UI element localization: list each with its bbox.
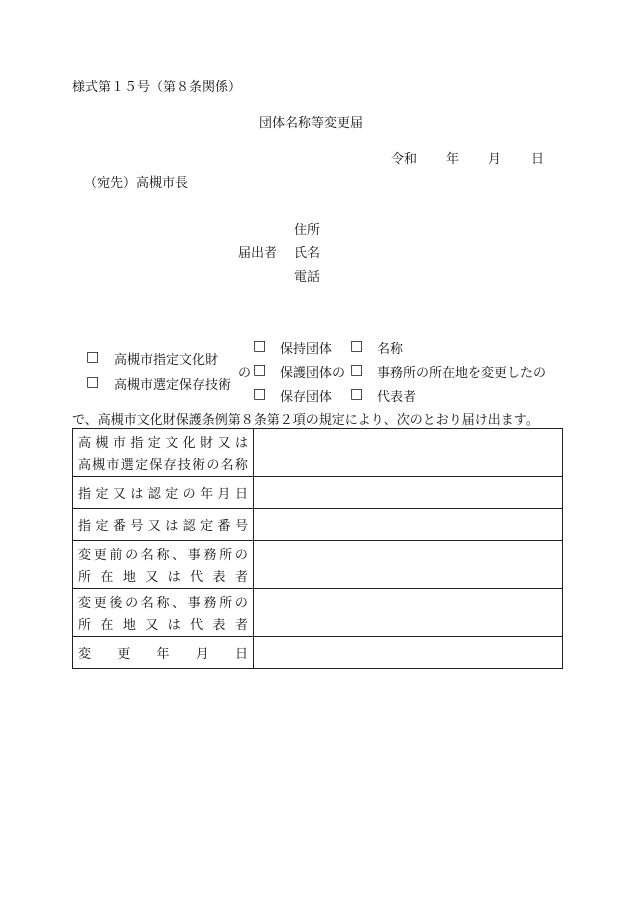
- row-label-designation-number: [73, 509, 254, 541]
- label-line: 所 在 地 又 は 代 表 者: [78, 618, 248, 633]
- table-row: [73, 589, 563, 637]
- label-line: 指 定 番 号 又 は 認 定 番 号: [78, 519, 248, 534]
- value-cell-after-change[interactable]: [254, 589, 563, 637]
- date-era: 令和: [391, 152, 418, 167]
- date-month: 月: [488, 152, 502, 167]
- continuation-sentence: で、高槻市文化財保護条例第８条第２項の規定により、次のとおり届け出ます。: [72, 413, 539, 428]
- row-label-before-change: [73, 541, 254, 589]
- option-holding-group: 保持団体: [280, 342, 333, 357]
- label-line: 所 在 地 又 は 代 表 者: [78, 570, 248, 585]
- row-label-change-date: [73, 637, 254, 669]
- row-label-after-change: [73, 589, 254, 637]
- option-representative: 代表者: [377, 390, 417, 405]
- date-day: 日: [531, 152, 545, 167]
- name-label: 氏名: [294, 246, 321, 261]
- label-line: 高 槻 市 選 定 保 存 技 術 の 名 称: [78, 458, 248, 473]
- label-line: 変 更 前 の 名 称 、 事 務 所 の: [78, 548, 248, 563]
- table-row: [73, 509, 563, 541]
- value-cell-before-change[interactable]: [254, 541, 563, 589]
- table-row: [73, 541, 563, 589]
- option-designated-property: 高槻市指定文化財: [114, 353, 219, 368]
- label-line: 変 更 年 月 日: [78, 647, 248, 662]
- value-cell-designation-date[interactable]: [254, 477, 563, 509]
- value-cell-change-date[interactable]: [254, 637, 563, 669]
- checkbox-selected-technique[interactable]: □: [86, 374, 100, 390]
- row-label-designation-date: [73, 477, 254, 509]
- phone-label: 電話: [294, 270, 321, 285]
- option-office-location: 事務所の所在地を変更したの: [377, 366, 547, 381]
- checkbox-designated-property[interactable]: □: [86, 349, 100, 365]
- notifier-role-label: 届出者: [238, 246, 278, 261]
- option-name: 名称: [377, 342, 404, 357]
- particle-no: の: [238, 366, 252, 381]
- address-label: 住所: [294, 223, 321, 238]
- checkbox-name[interactable]: □: [350, 338, 364, 354]
- label-line: 高 槻 市 指 定 文 化 財 又 は: [78, 436, 248, 451]
- date-year: 年: [446, 152, 460, 167]
- addressee: （宛先）高槻市長: [84, 176, 189, 191]
- checkbox-holding-group[interactable]: □: [253, 338, 267, 354]
- value-cell-designation-number[interactable]: [254, 509, 563, 541]
- row-label-property-name: [73, 429, 254, 477]
- label-line: 変 更 後 の 名 称 、 事 務 所 の: [78, 596, 248, 611]
- checkbox-protection-group[interactable]: □: [253, 362, 267, 378]
- table-row: [73, 477, 563, 509]
- option-protection-group: 保護団体の: [280, 366, 346, 381]
- option-preservation-group: 保存団体: [280, 390, 333, 405]
- option-selected-technique: 高槻市選定保存技術: [114, 378, 232, 393]
- checkbox-preservation-group[interactable]: □: [253, 386, 267, 402]
- value-cell-property-name[interactable]: [254, 429, 563, 477]
- form-number: 様式第１５号（第８条関係）: [72, 80, 242, 95]
- details-table: [72, 428, 563, 669]
- table-row: [73, 429, 563, 477]
- table-row: [73, 637, 563, 669]
- checkbox-representative[interactable]: □: [350, 386, 364, 402]
- label-line: 指 定 又 は 認 定 の 年 月 日: [78, 487, 248, 502]
- document-title: 団体名称等変更届: [259, 116, 364, 131]
- checkbox-office-location[interactable]: □: [350, 362, 364, 378]
